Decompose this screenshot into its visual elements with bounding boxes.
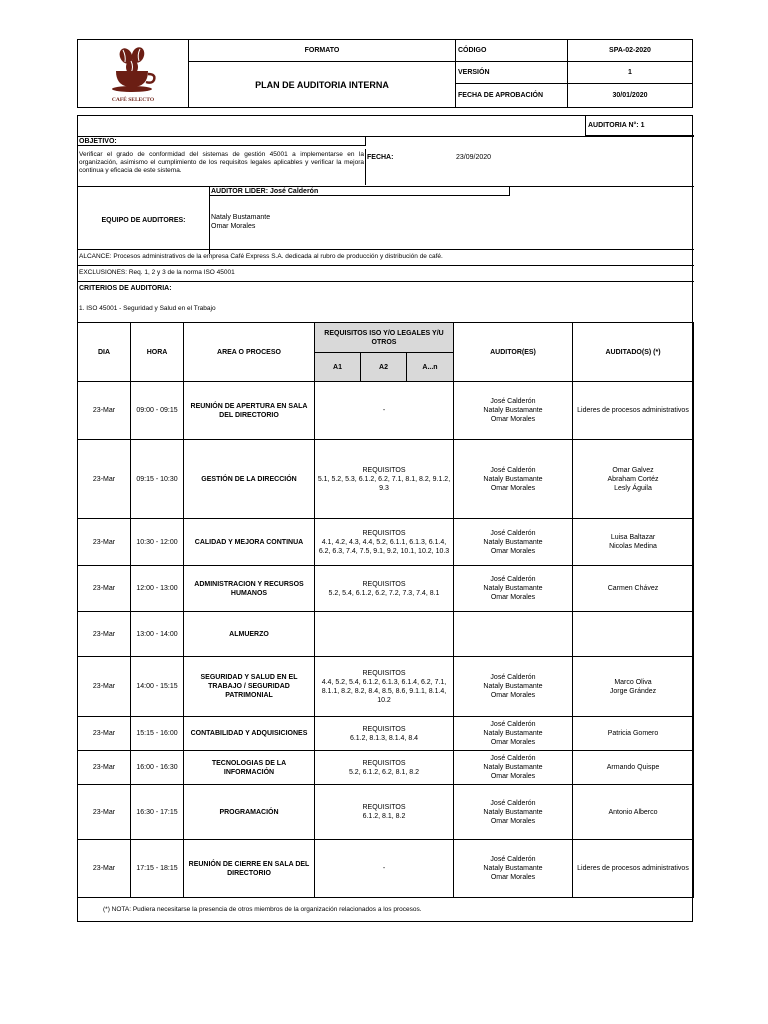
schedule-day: 23-Mar <box>78 382 131 440</box>
schedule-area: REUNIÓN DE CIERRE EN SALA DEL DIRECTORIO <box>184 840 315 898</box>
document-title: PLAN DE AUDITORIA INTERNA <box>188 61 456 108</box>
schedule-row <box>78 840 694 898</box>
schedule-auditores <box>454 612 573 657</box>
schedule-requisitos: REQUISITOS 5.2, 5.4, 6.1.2, 6.2, 7.2, 7.3, 7.4, 8.1 <box>315 566 454 612</box>
schedule-time: 09:15 - 10:30 <box>131 440 184 519</box>
schedule-auditados: Patricia Gomero <box>573 717 694 751</box>
schedule-time: 13:00 - 14:00 <box>131 612 184 657</box>
schedule-requisitos: REQUISITOS 4.1, 4.2, 4.3, 4.4, 5.2, 6.1.1, 6.1.3, 6.1.4, 6.2, 6.3, 7.4, 7.5, 9.1, 9.2, 10.1, 10.2, 10.3 <box>315 519 454 566</box>
schedule-auditores: José Calderón Nataly Bustamante Omar Morales <box>454 717 573 751</box>
schedule-auditores: José Calderón Nataly Bustamante Omar Morales <box>454 440 573 519</box>
header-auditores: AUDITOR(ES) <box>454 323 573 382</box>
schedule-time: 12:00 - 13:00 <box>131 566 184 612</box>
schedule-row <box>78 382 694 440</box>
auditor-1: Nataly Bustamante <box>211 214 271 221</box>
logo-text: CAFÉ SELECTO <box>111 97 155 103</box>
schedule-day: 23-Mar <box>78 612 131 657</box>
schedule-auditores: José Calderón Nataly Bustamante Omar Morales <box>454 840 573 898</box>
schedule-auditores: José Calderón Nataly Bustamante Omar Morales <box>454 785 573 840</box>
schedule-area: TECNOLOGIAS DE LA INFORMACIÓN <box>184 751 315 785</box>
schedule-requisitos <box>315 612 454 657</box>
logo-cell <box>77 39 189 108</box>
schedule-auditados: Luisa Baltazar Nicolas Medina <box>573 519 694 566</box>
auditoria-number: AUDITORIA N°: 1 <box>585 116 694 136</box>
formato-label: FORMATO <box>188 39 456 62</box>
fecha-aprobacion-value: 30/01/2020 <box>567 83 693 108</box>
header-area: AREA O PROCESO <box>184 323 315 382</box>
schedule-requisitos: - <box>315 840 454 898</box>
schedule-row <box>78 717 694 751</box>
schedule-auditados <box>573 612 694 657</box>
schedule-auditores: José Calderón Nataly Bustamante Omar Morales <box>454 566 573 612</box>
schedule-auditados: Omar Galvez Abraham Cortéz Lesly Águila <box>573 440 694 519</box>
schedule-auditores: José Calderón Nataly Bustamante Omar Morales <box>454 382 573 440</box>
schedule-area: CALIDAD Y MEJORA CONTINUA <box>184 519 315 566</box>
schedule-table <box>77 322 694 898</box>
codigo-value: SPA-02-2020 <box>567 39 693 62</box>
schedule-row <box>78 566 694 612</box>
schedule-time: 14:00 - 15:15 <box>131 657 184 717</box>
schedule-auditados: Carmen Chávez <box>573 566 694 612</box>
schedule-time: 17:15 - 18:15 <box>131 840 184 898</box>
schedule-requisitos: REQUISITOS 5.1, 5.2, 5.3, 6.1.2, 6.2, 7.1, 8.1, 8.2, 9.1.2, 9.3 <box>315 440 454 519</box>
schedule-auditores: José Calderón Nataly Bustamante Omar Morales <box>454 751 573 785</box>
schedule-requisitos: REQUISITOS 4.4, 5.2, 5.4, 6.1.2, 6.1.3, 6.1.4, 6.2, 7.1, 8.1.1, 8.2, 8.2, 8.4, 8.5, 8.6, 9.1.1, 8.1.4, 10.2 <box>315 657 454 717</box>
schedule-row <box>78 440 694 519</box>
alcance: ALCANCE: Procesos administrativos de la empresa Café Express S.A. dedicada al rubro de producción y distribución de café. <box>78 249 694 266</box>
objetivo-text: Verificar el grado de conformidad del sistemas de gestión 45001 a implementarse en la organización, asimismo el cumplimiento de los requisitos legales aplicables y verificar la mejora continua y eficacia de este sistema. <box>78 149 366 185</box>
criterios-text: 1. ISO 45001 - Seguridad y Salud en el Trabajo <box>79 305 216 312</box>
schedule-auditores: José Calderón Nataly Bustamante Omar Morales <box>454 519 573 566</box>
schedule-auditados: Marco Oliva Jorge Grández <box>573 657 694 717</box>
schedule-time: 15:15 - 16:00 <box>131 717 184 751</box>
schedule-auditados: Lideres de procesos administrativos <box>573 382 694 440</box>
fecha-aprobacion-label: FECHA DE APROBACIÓN <box>455 83 568 108</box>
schedule-day: 23-Mar <box>78 440 131 519</box>
header-hora: HORA <box>131 323 184 382</box>
fecha-cell <box>366 136 694 186</box>
schedule-area: PROGRAMACIÓN <box>184 785 315 840</box>
schedule-requisitos: REQUISITOS 6.1.2, 8.1, 8.2 <box>315 785 454 840</box>
schedule-day: 23-Mar <box>78 751 131 785</box>
schedule-row <box>78 785 694 840</box>
header-an: A...n <box>407 353 454 382</box>
schedule-row <box>78 751 694 785</box>
schedule-area: CONTABILIDAD Y ADQUISICIONES <box>184 717 315 751</box>
schedule-auditados: Antonio Alberco <box>573 785 694 840</box>
schedule-row <box>78 657 694 717</box>
criterios-label: CRITERIOS DE AUDITORIA: <box>79 285 172 292</box>
schedule-requisitos: REQUISITOS 6.1.2, 8.1.3, 8.1.4, 8.4 <box>315 717 454 751</box>
auditor-2: Omar Morales <box>211 223 256 230</box>
fecha-label: FECHA: <box>367 154 394 161</box>
schedule-area: ADMINISTRACION Y RECURSOS HUMANOS <box>184 566 315 612</box>
schedule-day: 23-Mar <box>78 519 131 566</box>
header-auditados: AUDITADO(S) (*) <box>573 323 694 382</box>
schedule-day: 23-Mar <box>78 657 131 717</box>
schedule-time: 09:00 - 09:15 <box>131 382 184 440</box>
schedule-day: 23-Mar <box>78 785 131 840</box>
exclusiones: EXCLUSIONES: Req. 1, 2 y 3 de la norma ISO 45001 <box>78 266 694 282</box>
schedule-row <box>78 612 694 657</box>
version-label: VERSIÓN <box>455 61 568 84</box>
schedule-day: 23-Mar <box>78 840 131 898</box>
schedule-auditores: José Calderón Nataly Bustamante Omar Morales <box>454 657 573 717</box>
auditor-lider: AUDITOR LIDER: José Calderón <box>210 186 510 196</box>
coffee-cup-logo-icon <box>104 43 164 95</box>
schedule-area: SEGURIDAD Y SALUD EN EL TRABAJO / SEGURIDAD PATRIMONIAL <box>184 657 315 717</box>
objetivo-label: OBJETIVO: <box>78 136 366 146</box>
equipo-blank <box>510 186 694 254</box>
equipo-label: EQUIPO DE AUDITORES: <box>78 186 210 254</box>
schedule-day: 23-Mar <box>78 717 131 751</box>
schedule-requisitos: - <box>315 382 454 440</box>
schedule-area: GESTIÓN DE LA DIRECCIÓN <box>184 440 315 519</box>
schedule-day: 23-Mar <box>78 566 131 612</box>
header-dia: DIA <box>78 323 131 382</box>
schedule-time: 16:00 - 16:30 <box>131 751 184 785</box>
nota: (*) NOTA: Pudiera necesitarse la presencia de otros miembros de la organización relacionados a los procesos. <box>103 906 422 913</box>
schedule-area: REUNIÓN DE APERTURA EN SALA DEL DIRECTORIO <box>184 382 315 440</box>
header-requisitos: REQUISITOS ISO Y/O LEGALES Y/U OTROS <box>315 323 454 353</box>
header-a1: A1 <box>315 353 361 382</box>
schedule-requisitos: REQUISITOS 5.2, 6.1.2, 6.2, 8.1, 8.2 <box>315 751 454 785</box>
schedule-area: ALMUERZO <box>184 612 315 657</box>
version-value: 1 <box>567 61 693 84</box>
header-a2: A2 <box>361 353 407 382</box>
schedule-auditados: Lideres de procesos administrativos <box>573 840 694 898</box>
codigo-label: CÓDIGO <box>455 39 568 62</box>
schedule-time: 16:30 - 17:15 <box>131 785 184 840</box>
schedule-time: 10:30 - 12:00 <box>131 519 184 566</box>
schedule-auditados: Armando Quispe <box>573 751 694 785</box>
fecha-value: 23/09/2020 <box>456 154 492 161</box>
schedule-row <box>78 519 694 566</box>
